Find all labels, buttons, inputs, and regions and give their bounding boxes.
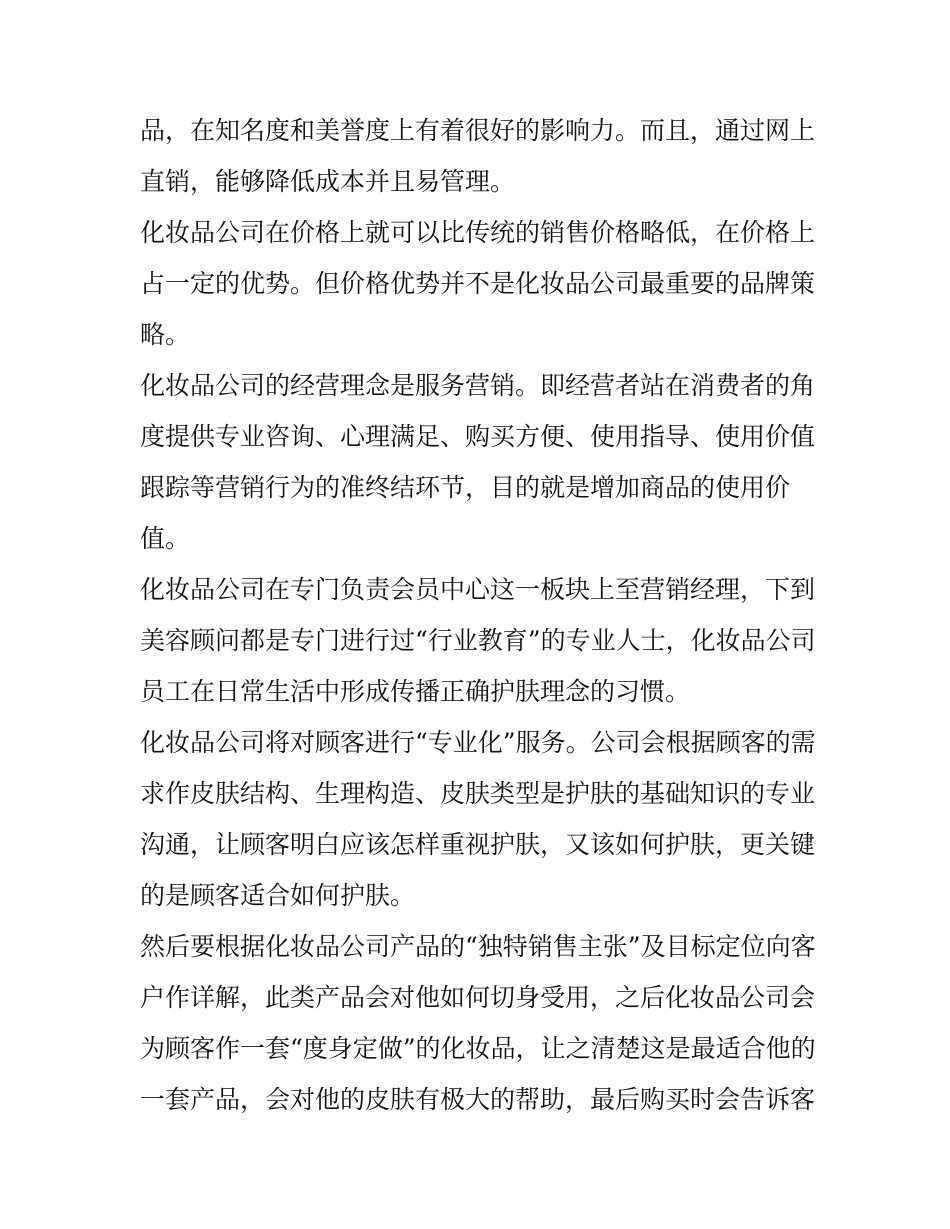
text-line: 略。 [140,320,191,349]
paragraph-5 [140,717,815,921]
text-line: 然后要根据化妆品公司产品的“独特销售主张”及目标定位向客 [140,932,816,961]
text-line: 员工在日常生活中形成传播正确护肤理念的习惯。 [140,677,691,706]
text-line: 一套产品，会对他的皮肤有极大的帮助，最后购买时会告诉客 [140,1085,816,1114]
text-line: 户作详解，此类产品会对他如何切身受用，之后化妆品公司会 [140,983,816,1012]
paragraph-1 [140,105,815,207]
text-line: 值。 [140,524,191,553]
text-line: 化妆品公司在价格上就可以比传统的销售价格略低，在价格上 [140,218,816,247]
text-line: 求作皮肤结构、生理构造、皮肤类型是护肤的基础知识的专业 [140,779,816,808]
text-line: 直销，能够降低成本并且易管理。 [140,167,516,196]
text-line: 品，在知名度和美誉度上有着很好的影响力。而且，通过网上 [140,116,816,145]
paragraph-6 [140,921,815,1125]
text-line: 化妆品公司的经营理念是服务营销。即经营者站在消费者的角 [140,371,816,400]
text-line: 占一定的优势。但价格优势并不是化妆品公司最重要的品牌策 [140,269,816,298]
paragraph-2 [140,207,815,360]
text-line: 化妆品公司在专门负责会员中心这一板块上至营销经理，下到 [140,575,816,604]
paragraph-3 [140,360,815,564]
text-line: 沟通，让顾客明白应该怎样重视护肤，又该如何护肤，更关键 [140,830,816,859]
text-line: 为顾客作一套“度身定做”的化妆品，让之清楚这是最适合他的 [140,1034,816,1063]
text-line: 的是顾客适合如何护肤。 [140,881,416,910]
text-line: 化妆品公司将对顾客进行“专业化”服务。公司会根据顾客的需 [140,728,816,757]
text-line: 美容顾问都是专门进行过“行业教育”的专业人士，化妆品公司 [140,626,816,655]
text-line: 度提供专业咨询、心理满足、购买方便、使用指导、使用价值 [140,422,816,451]
text-line: 跟踪等营销行为的准终结环节，目的就是增加商品的使用价 [140,473,791,502]
document-body [140,105,815,1125]
paragraph-4 [140,564,815,717]
